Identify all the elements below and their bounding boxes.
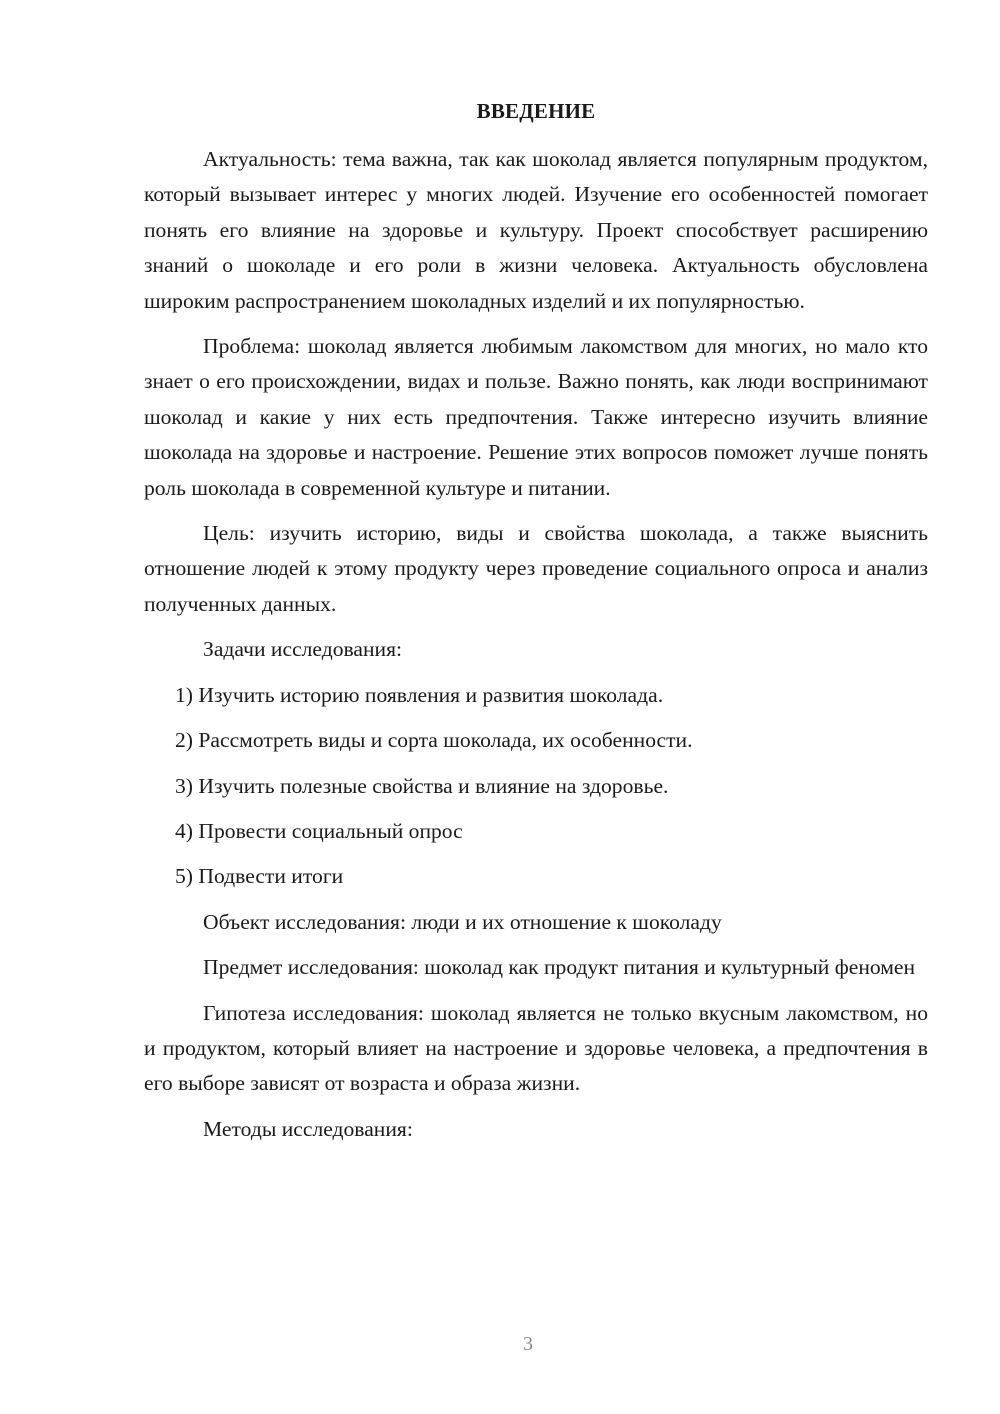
task-item-5: 5) Подвести итоги <box>175 864 344 889</box>
task-item-2: 2) Рассмотреть виды и сорта шоколада, их особенности. <box>175 728 693 753</box>
methods-heading: Методы исследования: <box>203 1116 413 1141</box>
relevance-paragraph: Актуальность: тема важна, так как шоколад является популярным продуктом, который вызывает интерес у многих людей. Изучение его особенностей помогает понять его влияние на здоровье и культуру. Проект способствует расширению знаний о шоколаде и его роли в жизни человека. Актуальность обусловлена широким распространением шоколадных изделий и их популярностью. <box>144 147 928 313</box>
hypothesis-paragraph: Гипотеза исследования: шоколад является не только вкусным лакомством, но и продуктом, который влияет на настроение и здоровье человека, а предпочтения в его выборе зависят от возраста и образа жизни. <box>144 1000 928 1096</box>
object-paragraph: Объект исследования: люди и их отношение к шоколаду <box>203 909 722 934</box>
task-item-4: 4) Провести социальный опрос <box>175 818 463 843</box>
task-item-3: 3) Изучить полезные свойства и влияние на здоровье. <box>175 773 669 798</box>
tasks-heading: Задачи исследования: <box>203 637 403 662</box>
page-number: 3 <box>523 1333 533 1355</box>
document-page <box>144 0 928 1414</box>
subject-paragraph: Предмет исследования: шоколад как продукт питания и культурный феномен <box>203 955 916 980</box>
document-body <box>144 142 928 1157</box>
goal-paragraph: Цель: изучить историю, виды и свойства шоколада, а также выяснить отношение людей к этому продукту через проведение социального опроса и анализ полученных данных. <box>144 521 928 616</box>
task-item-1: 1) Изучить историю появления и развития шоколада. <box>175 682 664 707</box>
problem-paragraph: Проблема: шоколад является любимым лакомством для многих, но мало кто знает о его происхождении, видах и пользе. Важно понять, как люди воспринимают шоколад и какие у них есть предпочтения. Также интересно изучить влияние шоколада на здоровье и настроение. Решение этих вопросов поможет лучше понять роль шоколада в современной культуре и питании. <box>144 334 928 500</box>
page-title: ВВЕДЕНИЕ <box>476 99 596 123</box>
